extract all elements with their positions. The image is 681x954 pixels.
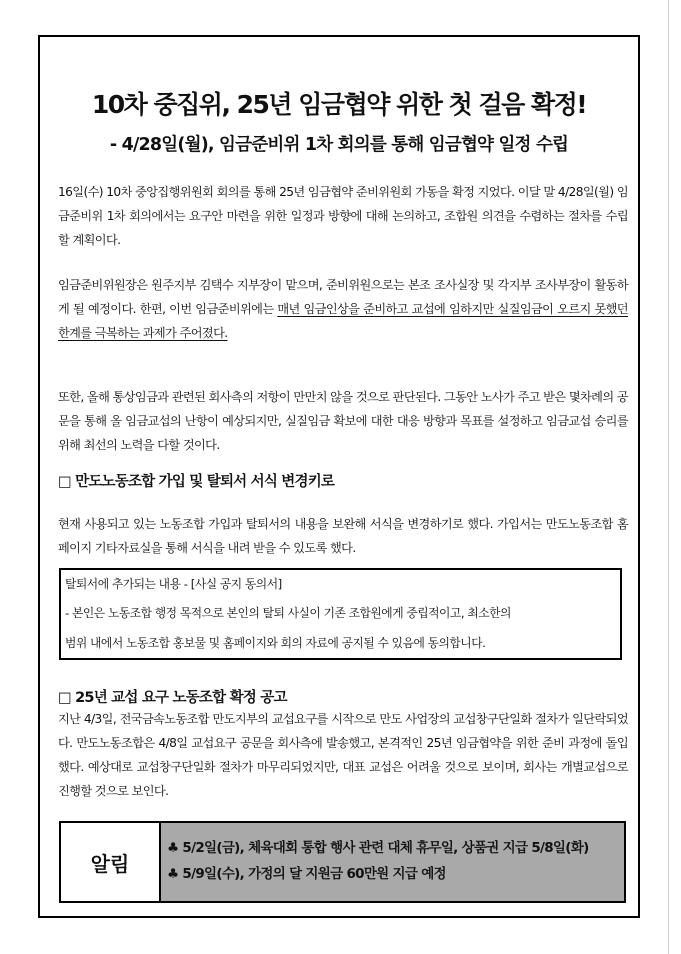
paragraph-form-change: 현재 사용되고 있는 노동조합 가입과 탈퇴서의 내용을 보완해 서식을 변경하기로 했다. 가입서는 만도노동조합 홈페이지 기타자료실을 통해 서식을 내려 받을 수 있도록 했다. — [58, 517, 628, 555]
announcement-body — [161, 823, 624, 901]
paragraph-committee — [58, 273, 628, 345]
paragraph-bargaining: 지난 4/3일, 전국금속노동조합 만도지부의 교섭요구를 시작으로 만도 사업장의 교섭창구단일화 절차가 일단락되었다. 만도노동조합은 4/8일 교섭요구 공문을 회사측에 발송했고, 본격적인 25년 임금협약을 위한 준비 과정에 돌입했다. 예상대로 교섭창구단일화 절차가 마무리되었지만, 대표 교섭은 어려울 것으로 보이며, 회사는 개별교섭으로 진행할 것으로 보인다. — [58, 712, 628, 798]
consent-box-line-2: - 본인은 노동조합 행정 목적으로 본인의 탈퇴 사실이 기존 조합원에게 중립적이고, 최소한의 — [65, 606, 511, 620]
consent-notice-box — [59, 568, 622, 660]
page-title: 10차 중집위, 25년 임금협약 위한 첫 걸음 확정! — [91, 90, 587, 119]
paragraph-wage: 또한, 올해 통상임금과 관련된 회사측의 저항이 만만치 않을 것으로 판단된다. 그동안 노사가 주고 받은 몇차례의 공문을 통해 올 임금교섭의 난항이 예상되지만, 실질임금 확보에 대한 대응 방향과 목표를 설정하고 임금교섭 승리를 위해 최선의 노력을 다할 것이다. — [58, 390, 628, 452]
announcement-item-2: ♣ 5/9일(수), 가정의 달 지원금 60만원 지급 예정 — [167, 866, 446, 882]
paragraph-committee-underlined: 매년 임금인상을 준비하고 교섭에 임하지만 실질임금이 오르지 못했던 한계를 극복하는 과제가 주어졌다. — [58, 302, 628, 340]
announcement-label: 알림 — [61, 823, 161, 901]
announcement-box — [59, 821, 626, 903]
section-heading-form-change: □ 만도노동조합 가입 및 탈퇴서 서식 변경키로 — [58, 474, 335, 490]
paragraph-committee-text: 임금준비위원장은 원주지부 김택수 지부장이 맡으며, 준비위원으로는 본조 조사실장 및 각지부 조사부장이 활동하게 될 예정이다. 한편, 이번 임금준비위에는 — [58, 278, 628, 316]
paragraph-intro: 16일(수) 10차 중앙집행위원회 회의를 통해 25년 임금협약 준비위원회 가동을 확정 지었다. 이달 말 4/28일(월) 임금준비위 1차 회의에서는 요구안 마련을 위한 일정과 방향에 대해 논의하고, 조합원 의견을 수렴하는 절차를 수립할 계획이다. — [58, 185, 628, 247]
consent-box-line-3: 범위 내에서 노동조합 홍보물 및 홈페이지와 회의 자료에 공지될 수 있음에 동의합니다. — [65, 636, 486, 650]
page-edge-line — [668, 0, 669, 954]
document-frame — [38, 35, 640, 918]
consent-box-line-1: 탈퇴서에 추가되는 내용 - [사실 공지 동의서] — [65, 577, 282, 591]
page-subtitle: - 4/28일(월), 임금준비위 1차 회의를 통해 임금협약 일정 수립 — [109, 135, 569, 155]
section-heading-bargaining: □ 25년 교섭 요구 노동조합 확정 공고 — [58, 690, 287, 706]
announcement-item-1: ♣ 5/2일(금), 체육대회 통합 행사 관련 대체 휴무일, 상품권 지급 5/8일(화) — [167, 840, 589, 856]
